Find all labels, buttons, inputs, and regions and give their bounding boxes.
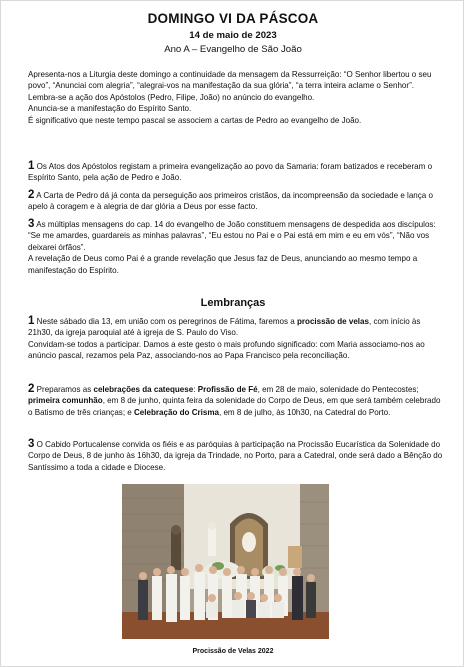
item-highlight: primeira comunhão bbox=[28, 396, 103, 406]
item-highlight: procissão de velas bbox=[296, 317, 369, 326]
point-number: 2 bbox=[28, 189, 35, 201]
section-heading-lembrancas: Lembranças bbox=[200, 297, 266, 309]
item-text: , em 8 de junho, quinta feira da solenidade do Corpo de Deus, em que será também celebrado o Batismo de três crianças; e bbox=[28, 396, 441, 417]
item-number: 2 bbox=[28, 383, 35, 395]
item-text: Neste sábado dia 13, em união com os peregrinos de Fátima, faremos a bbox=[36, 317, 297, 326]
item-text: Preparamos as bbox=[36, 385, 94, 394]
photo-caption: Procissão de Velas 2022 bbox=[192, 648, 274, 655]
intro-paragraph: É significativo que neste tempo pascal se associem a cartas de Pedro ao evangelho de João. bbox=[28, 115, 362, 125]
item-highlight: Celebração do Crisma bbox=[134, 407, 219, 417]
item-text: , com início às 21h30, da igreja paroquial até à igreja de S. Paulo do Viso. bbox=[28, 317, 421, 338]
item-highlight: celebrações da catequese bbox=[93, 385, 194, 394]
item-text: , em 28 de maio, solenidade do Pentecostes; bbox=[257, 385, 419, 394]
point-extra: A revelação de Deus como Pai é a grande revelação que Jesus faz de Deus, anunciando ao mesmo tempo a manifestação do Espírito. bbox=[28, 254, 418, 275]
point-text: Os Atos dos Apóstolos registam a primeira evangelização ao povo da Samaria: foram batizados e receberam o Espírito Santo, pela ação de Pedro e João. bbox=[28, 162, 433, 183]
document-date: 14 de maio de 2023 bbox=[189, 30, 277, 41]
lembranca-2 bbox=[28, 384, 444, 418]
lembranca-3 bbox=[28, 439, 444, 473]
item-highlight: Profissão de Fé bbox=[197, 385, 258, 394]
document-subtitle: Ano A – Evangelho de São João bbox=[164, 44, 302, 55]
item-text: , em 8 de julho, às 10h30, na Catedral do Porto. bbox=[218, 407, 391, 417]
intro-paragraph: Anuncia-se a manifestação do Espírito Santo. bbox=[28, 104, 192, 114]
point-text: As múltiplas mensagens do cap. 14 do evangelho de João constituem mensagens de despedida aos discípulos: “Se me amardes, guardareis as minhas palavras”, “Eu estou no Pai e o Pai está em mim e eu em vós”, “Não vos deixarei órfãos”. bbox=[28, 220, 436, 252]
point-3 bbox=[28, 219, 444, 276]
point-2 bbox=[28, 190, 444, 213]
item-text: O Cabido Portucalense convida os fiéis e as paróquias à participação na Procissão Eucarística da Solenidade do Corpo de Deus, 8 de junho às 16h30, da igreja da Trindade, no Porto, para a Catedral, onde será dado a Bênção do Santíssimo a toda a cidade e Diocese. bbox=[28, 440, 443, 472]
item-extra: Convidam-se todos a participar. Damos a este gesto o mais profundo significado: com Maria associamo-nos ao anúncio pascal, rezamos pela Paz, associando-nos ao Papa Francisco pela reconciliação. bbox=[28, 339, 425, 361]
procession-photo bbox=[122, 484, 329, 639]
point-1 bbox=[28, 161, 444, 184]
lembranca-1 bbox=[28, 316, 444, 362]
point-number: 1 bbox=[28, 160, 35, 172]
point-number: 3 bbox=[28, 218, 35, 230]
item-number: 3 bbox=[28, 438, 35, 450]
item-number: 1 bbox=[28, 315, 35, 327]
item-text: : bbox=[193, 385, 198, 394]
intro-section bbox=[28, 69, 444, 126]
intro-paragraph: Apresenta-nos a Liturgia deste domingo a continuidade da mensagem da Ressurreição: “O Senhor libertou o seu povo”, “Anunciai com alegria”, “alegrai-vos na manifestação da sua glória”, “a terra inteira aclame o Senhor”. Lembra-se a ação dos Apóstolos (Pedro, Filipe, João) no anúncio do evangelho. bbox=[28, 70, 432, 102]
document-title: DOMINGO VI DA PÁSCOA bbox=[147, 11, 319, 26]
point-text: A Carta de Pedro dá já conta da perseguição aos primeiros cristãos, da incompreensão da sociedade e lança o apelo à coragem e à alegria de dar glória a Deus por esse facto. bbox=[28, 191, 433, 212]
